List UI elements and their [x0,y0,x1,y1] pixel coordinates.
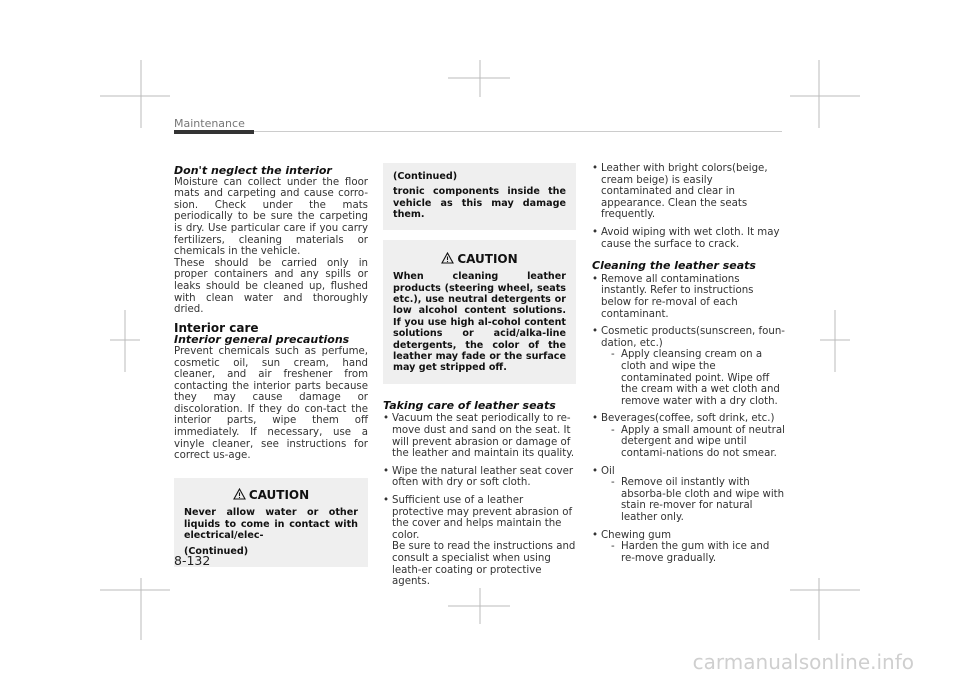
caution-continued: (Continued) [184,545,249,557]
sub-list-item: - Apply a small amount of neutral detergent and wipe until contami-nations do not smear. [611,424,785,460]
warning-triangle-icon [233,488,246,500]
column-middle [383,163,576,594]
heading-general-precautions: Interior general precautions [174,333,350,347]
header-rule [254,131,782,132]
sub-list-item: - Harden the gum with ice and re-move gradually. [611,541,770,564]
column-right [592,163,785,570]
sub-list-item: - Remove oil instantly with absorba-ble cloth and wipe with stain re-mover for natural leather only. [611,477,785,524]
list-item: • Remove all contaminations instantly. Refer to instructions below for re-moval of each contaminant. [592,273,754,320]
bullet-list-leather [383,413,576,587]
paragraph-these: These should be carried only in proper containers and any spills or leaks should be cleaned up, flushed with clean water and thoroughly dried. [174,257,368,316]
sub-list-item: - Apply cleansing cream on a cloth and wipe the contaminated point. Wipe off the cream with a wet cloth and remove water with a dry cloth. [611,349,780,407]
continued-label: (Continued) [393,171,458,182]
list-item: • Avoid wiping with wet cloth. It may cause the surface to crack. [592,226,780,250]
heading-interior-care: Interior care [174,320,259,335]
paragraph-general-precautions: Prevent chemicals such as perfume, cosmetic oil, sun cream, hand cleaner, and air freshener from contacting the interior parts because they may cause damage or discoloration. If they do con-tact the interior parts, wipe them off immediately. If necessary, use a vinyle cleaner, see instructions for correct us-age. [174,345,368,462]
bullet-list-cleaning [592,274,785,565]
list-item: • Wipe the natural leather seat cover often with dry or soft cloth. [383,465,574,489]
heading-taking-care: Taking care of leather seats [383,398,556,412]
caution-title [393,252,566,266]
continued-body: tronic components inside the vehicle as this may damage them. [393,186,566,221]
list-item: • Vacuum the seat periodically to re-move dust and sand on the seat. It will prevent abrasion or damage of the leather and maintain its quality. [383,413,575,460]
caution-body: Never allow water or other liquids to come in contact with electrical/elec- [184,507,358,542]
page-number: 8-132 [174,553,211,568]
watermark: carmanualsonline.info [692,650,914,674]
list-item: • Sufficient use of a leather protective may prevent abrasion of the cover and helps maintain the color. Be sure to read the instructions and consult a specialist when using leath-er coating or protective agents. [383,495,576,588]
caution-continued-box [383,163,576,230]
list-item: • Oil - Remove oil instantly with absorba-ble cloth and wipe with stain re-mover for natural leather only. [592,465,785,524]
column-left [174,165,368,567]
caution-body: When cleaning leather products (steering wheel, seats etc.), use neutral detergents or low alcohol content solutions. If you use high al-cohol content solutions or acid/alka-line detergents, the color of the leather may fade or the surface may get stripped off. [393,271,566,374]
caution-title-text: CAUTION [457,251,518,266]
bullet-list-top [592,163,785,250]
warning-triangle-icon [441,252,454,264]
section-header: Maintenance [174,117,245,130]
caution-title [184,488,358,502]
list-item: • Chewing gum - Harden the gum with ice and re-move gradually. [592,530,785,565]
header-accent-bar [174,130,254,134]
list-item: • Leather with bright colors(beige, cream beige) is easily contaminated and clear in appearance. Clean the seats frequently. [592,163,768,221]
caution-box-middle [383,240,576,384]
heading-dont-neglect: Don't neglect the interior [174,164,332,177]
paragraph-moisture: Moisture can collect under the floor mats and carpeting and cause corro-sion. Check under the mats periodically to be sure the carpeting is dry. Use particular care if you carry fertilizers, cleaning materials or chemicals in the vehicle. [174,176,368,258]
list-item: • Beverages(coffee, soft drink, etc.) - Apply a small amount of neutral detergent and wipe until contami-nations do not smear. [592,413,785,460]
heading-cleaning: Cleaning the leather seats [592,259,756,273]
caution-title-text: CAUTION [248,487,310,502]
list-item: • Cosmetic products(sunscreen, foun-dation, etc.) - Apply cleansing cream on a cloth and wipe the contaminated point. Wipe off the cream with a wet cloth and remove water with a dry cloth. [592,326,785,407]
